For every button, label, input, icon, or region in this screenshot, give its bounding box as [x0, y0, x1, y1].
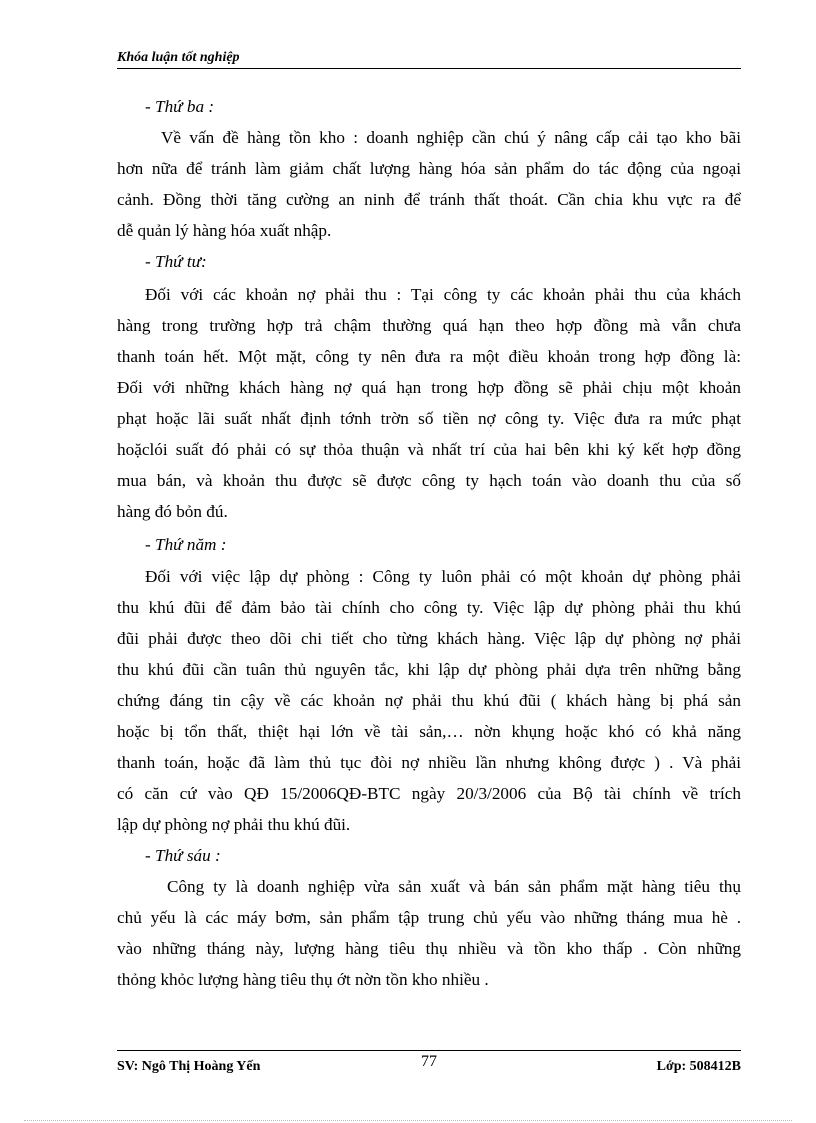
paragraph-line: Đối với việc lập dự phòng : Công ty luôn phải có một khoản dự phòng phải [145, 567, 741, 586]
paragraph-line: hàng trong trường hợp trả chậm thường quá hạn theo hợp đồng mà vẫn chưa [117, 316, 741, 335]
paragraph-line: thanh toán hết. Một mặt, công ty nên đưa ra một điều khoản trong hợp đồng là: [117, 347, 741, 366]
paragraph-line: thu khú đũi cần tuân thủ nguyên tắc, khi lập dự phòng phải dựa trên những bằng [117, 660, 741, 679]
section-label-third: - Thứ ba : [145, 97, 215, 116]
paragraph-line: hàng đó bỏn đú. [117, 502, 228, 521]
paragraph-line: thanh toán, hoặc đã làm thủ tục đòi nợ nhiều lần nhưng không được ) . Và phải [117, 753, 741, 772]
section-label-fifth: - Thứ năm : [145, 535, 227, 554]
paragraph-line: đũi phải được theo dõi chi tiết cho từng khách hàng. Việc lập dự phòng nợ phải [117, 629, 741, 648]
paragraph-line: lập dự phòng nợ phải thu khú đũi. [117, 815, 351, 834]
paragraph-line: dễ quản lý hàng hóa xuất nhập. [117, 221, 332, 240]
class-code: Lớp: 508412B [656, 1059, 741, 1074]
paragraph-line: có căn cứ vào QĐ 15/2006QĐ-BTC ngày 20/3/2006 của Bộ tài chính về trích [117, 784, 741, 803]
paragraph-line: thu khú đũi để đảm bảo tài chính cho công ty. Việc lập dự phòng phải thu khú [117, 598, 741, 617]
page-number: 77 [421, 1053, 437, 1070]
paragraph-line: cảnh. Đồng thời tăng cường an ninh để tránh thất thoát. Cần chia khu vực ra để [117, 190, 741, 209]
paragraph-line: Về vấn đề hàng tồn kho : doanh nghiệp cần chú ý nâng cấp cải tạo kho bãi [161, 128, 741, 147]
paragraph-line: Đối với các khoản nợ phải thu : Tại công ty các khoản phải thu của khách [145, 285, 741, 304]
paragraph-line: hoặclói suất đó phải có sự thỏa thuận và nhất trí của hai bên khi ký kết hợp đồng [117, 440, 741, 459]
paragraph-line: vào những tháng này, lượng hàng tiêu thụ nhiều và tồn kho thấp . Còn những [117, 939, 741, 958]
header-title: Khóa luận tốt nghiệp [117, 50, 240, 65]
paragraph-line: phạt hoặc lãi suất nhất định tớnh trờn số tiền nợ công ty. Việc đưa ra mức phạt [117, 409, 741, 428]
paragraph-line: chủ yếu là các máy bơm, sản phẩm tập trung chủ yếu vào những tháng mua hè . [117, 908, 741, 927]
paragraph-line: Đối với những khách hàng nợ quá hạn trong hợp đồng sẽ phải chịu một khoản [117, 378, 741, 397]
section-label-fourth: - Thứ tư: [145, 252, 207, 271]
paragraph-line: thỏng khỏc lượng hàng tiêu thụ ớt nờn tồn kho nhiều . [117, 970, 489, 989]
page-header [117, 48, 741, 69]
page-bottom-divider [24, 1120, 792, 1121]
paragraph-line: mua bán, và khoản thu được sẽ được công ty hạch toán vào doanh thu của số [117, 471, 741, 490]
paragraph-line: Công ty là doanh nghiệp vừa sản xuất và bán sản phẩm mặt hàng tiêu thụ [167, 877, 741, 896]
paragraph-line: chứng đáng tin cậy về các khoản nợ phải thu khú đũi ( khách hàng bị phá sản [117, 691, 741, 710]
section-label-sixth: - Thứ sáu : [145, 846, 221, 865]
paragraph-line: hoặc bị tổn thất, thiệt hại lớn về tài sản,… nờn khụng hoặc khó có khả năng [117, 722, 741, 741]
paragraph-line: hơn nữa để tránh làm giảm chất lượng hàng hóa sản phẩm do tác động của ngoại [117, 159, 741, 178]
student-name: SV: Ngô Thị Hoàng Yến [117, 1059, 261, 1074]
page-footer [117, 1050, 741, 1079]
